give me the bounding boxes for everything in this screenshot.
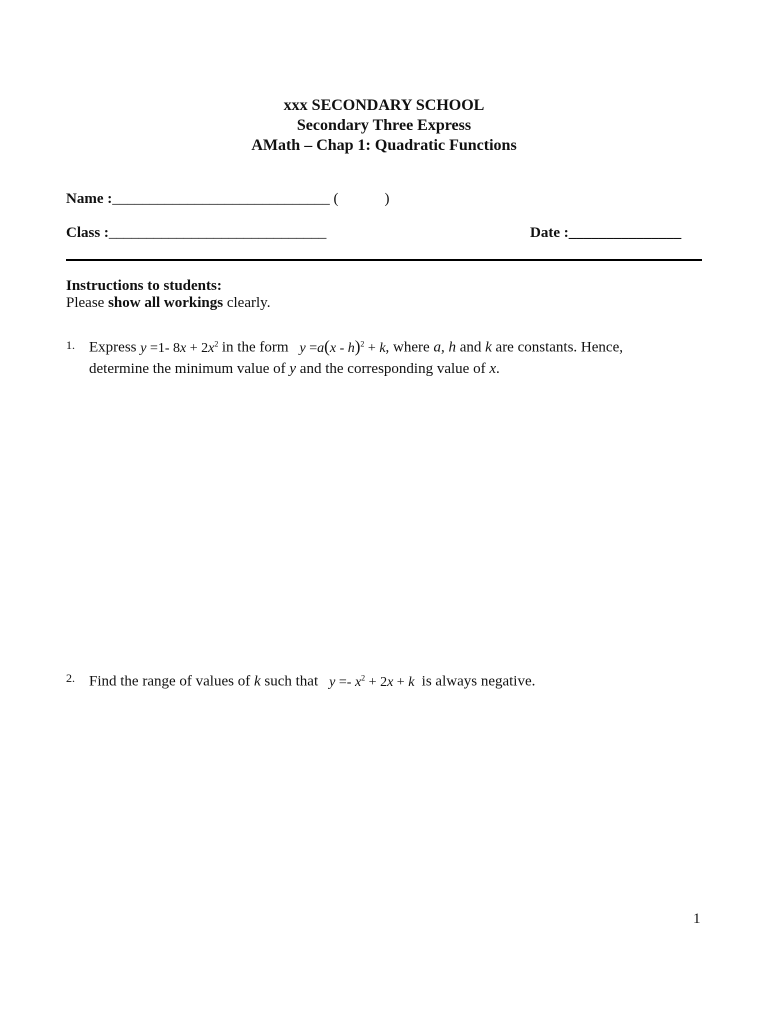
q1-line1: Express y =1- $8x + 2x^2$ in the form y =a(x - h)$^2$ + k, where a, h and k are constants. Hence,: [89, 336, 623, 356]
class-level: Secondary Three Express: [296, 117, 472, 134]
school-name: xxx SECONDARY SCHOOL: [283, 97, 485, 114]
index-paren-open: (: [333, 191, 339, 207]
worksheet-title: AMath – Chap 1: Quadratic Functions: [251, 137, 517, 154]
class-blank: _____________________________: [108, 225, 327, 241]
name-blank: _____________________________: [112, 191, 330, 207]
q1-express: Express: [89, 339, 137, 356]
question-1: [89, 333, 709, 380]
date-label: Date :: [530, 225, 569, 241]
q1-in-the-form: in the form: [221, 339, 289, 356]
instructions-bold: show all workings: [108, 295, 224, 311]
q2-number: 2.: [66, 671, 75, 685]
name-row: [66, 191, 389, 208]
name-label: Name :: [66, 191, 113, 207]
instructions-text: [66, 295, 270, 312]
q1-expression-2: y =a(x - h)$^2$ + k: [299, 336, 386, 356]
document-header: [0, 96, 768, 156]
question-2: Find the range of values of k such that $y =- x^2 + 2x + k$ is always negative.: [89, 673, 536, 690]
q1-expression-1: y =1- $8x + 2x^2$: [140, 339, 219, 356]
q2-pre: Find the range of values of: [89, 673, 251, 690]
class-label: Class :: [66, 225, 109, 241]
instructions-heading: Instructions to students:: [66, 278, 222, 294]
instructions-prefix: Please: [66, 295, 105, 311]
instructions-suffix: clearly.: [226, 295, 271, 311]
instructions-block: [66, 278, 270, 312]
q2-expression: $y =- x^2 + 2x + k$: [329, 673, 415, 690]
class-row: [66, 225, 326, 242]
q1-number: 1.: [66, 338, 75, 352]
index-paren-close: ): [384, 191, 390, 207]
date-row: [530, 225, 681, 242]
header-divider: [66, 259, 702, 261]
date-blank: _______________: [568, 225, 682, 241]
page-number: 1: [693, 911, 701, 927]
q1-line2: determine the minimum value of y and the corresponding value of x.: [89, 360, 500, 377]
